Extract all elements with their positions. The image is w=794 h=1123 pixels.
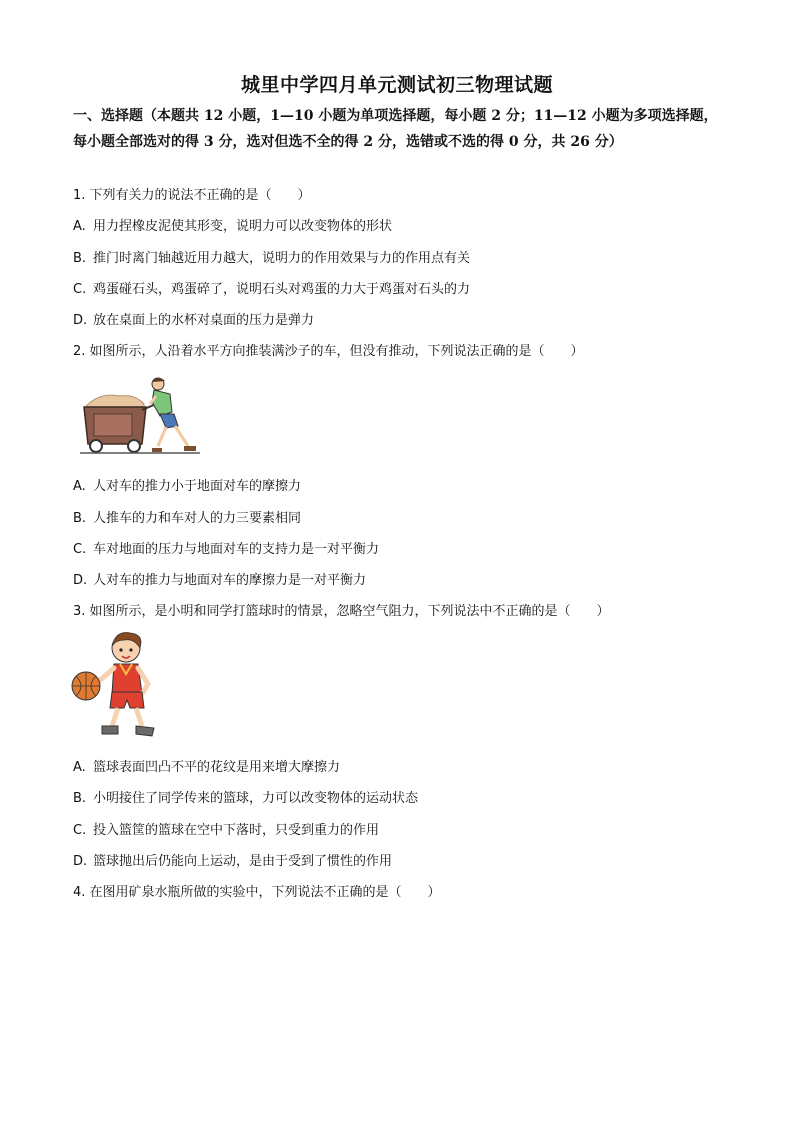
question-1-option-b: B. 推门时离门轴越近用力越大，说明力的作用效果与力的作用点有关 — [73, 251, 471, 266]
question-3-option-a: A. 篮球表面凹凸不平的花纹是用来增大摩擦力 — [73, 760, 341, 775]
basketball-player-figure — [68, 630, 160, 742]
question-3-option-c: C. 投入篮筐的篮球在空中下落时，只受到重力的作用 — [73, 823, 380, 838]
question-3-option-b: B. 小明接住了同学传来的篮球，力可以改变物体的运动状态 — [73, 791, 419, 806]
section-header: 一、选择题（本题共 12 小题，1—10 小题为单项选择题，每小题 2 分；11—12 小题为多项选择题，每小题全部选对的得 3 分，选对但选不全的得 2 分，选错或不选的得 0 分，共 26 分） — [73, 108, 718, 150]
page-title: 城里中学四月单元测试初三物理试题 — [240, 74, 553, 96]
question-1-option-d: D. 放在桌面上的水杯对桌面的压力是弹力 — [73, 313, 315, 328]
question-2-option-b: B. 人推车的力和车对人的力三要素相同 — [73, 511, 302, 526]
person-pushing-cart-figure — [80, 374, 202, 460]
question-2-option-d: D. 人对车的推力与地面对车的摩擦力是一对平衡力 — [73, 573, 367, 588]
question-4-stem: 4. 在图用矿泉水瓶所做的实验中，下列说法不正确的是（ ） — [73, 885, 441, 900]
question-2-option-c: C. 车对地面的压力与地面对车的支持力是一对平衡力 — [73, 542, 380, 557]
question-1-option-c: C. 鸡蛋碰石头，鸡蛋碎了，说明石头对鸡蛋的力大于鸡蛋对石头的力 — [73, 282, 471, 297]
question-3-option-d: D. 篮球抛出后仍能向上运动，是由于受到了惯性的作用 — [73, 854, 393, 869]
question-3-stem: 3. 如图所示，是小明和同学打篮球时的情景，忽略空气阻力，下列说法中不正确的是（ ） — [73, 604, 610, 619]
question-1-stem: 1. 下列有关力的说法不正确的是（ ） — [73, 188, 311, 203]
question-2-stem: 2. 如图所示，人沿着水平方向推装满沙子的车，但没有推动，下列说法正确的是（ ） — [73, 344, 584, 359]
question-2-option-a: A. 人对车的推力小于地面对车的摩擦力 — [73, 479, 302, 494]
question-1-option-a: A. 用力捏橡皮泥使其形变，说明力可以改变物体的形状 — [73, 219, 393, 234]
